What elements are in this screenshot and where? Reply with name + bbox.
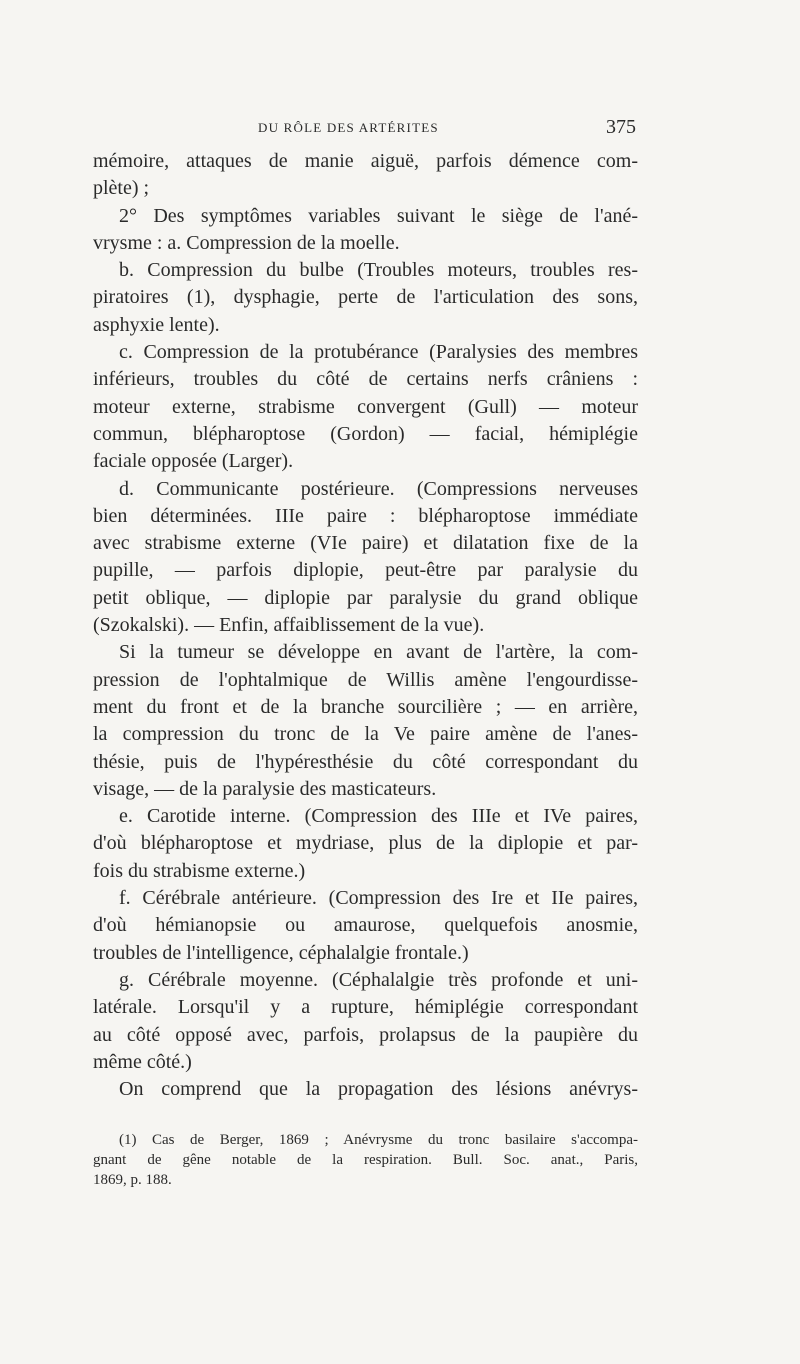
text-line: piratoires (1), dysphagie, perte de l'articulation des sons, — [93, 286, 638, 309]
text-line: plète) ; — [93, 177, 150, 200]
text-line: avec strabisme externe (VIe paire) et dilatation fixe de la — [93, 532, 638, 555]
text-line: inférieurs, troubles du côté de certains nerfs crâniens : — [93, 368, 638, 391]
footnote-line: (1) Cas de Berger, 1869 ; Anévrysme du tronc basilaire s'accompa- — [119, 1132, 638, 1148]
text-line: au côté opposé avec, parfois, prolapsus de la paupière du — [93, 1023, 638, 1046]
page-number: 375 — [606, 116, 636, 138]
text-line: fois du strabisme externe.) — [93, 859, 306, 882]
text-line: thésie, puis de l'hypéresthésie du côté correspondant du — [93, 750, 638, 773]
text-line: faciale opposée (Larger). — [93, 450, 294, 473]
text-line: troubles de l'intelligence, céphalalgie frontale.) — [93, 941, 469, 964]
running-title: DU RÔLE DES ARTÉRITES — [258, 120, 439, 135]
text-line: On comprend que la propagation des lésions anévrys- — [119, 1078, 638, 1101]
text-line: ment du front et de la branche sourcilière ; — en arrière, — [93, 695, 638, 718]
footnotes — [93, 1130, 638, 1190]
text-line: d. Communicante postérieure. (Compressions nerveuses — [119, 477, 638, 500]
text-line: c. Compression de la protubérance (Paralysies des membres — [119, 341, 638, 364]
text-line: d'où hémianopsie ou amaurose, quelquefois anosmie, — [93, 914, 638, 937]
text-line: mémoire, attaques de manie aiguë, parfois démence com- — [93, 150, 638, 172]
footnote-line: 1869, p. 188. — [93, 1172, 172, 1188]
text-line: même côté.) — [93, 1050, 192, 1073]
text-line: (Szokalski). — Enfin, affaiblissement de la vue). — [93, 614, 485, 637]
body-text — [93, 148, 638, 1103]
text-line: e. Carotide interne. (Compression des IIIe et IVe paires, — [119, 805, 638, 828]
page-header — [0, 116, 800, 140]
text-line: la compression du tronc de la Ve paire amène de l'anes- — [93, 723, 638, 746]
text-line: b. Compression du bulbe (Troubles moteurs, troubles res- — [119, 259, 638, 282]
text-line: d'où blépharoptose et mydriase, plus de la diplopie et par- — [93, 832, 638, 855]
text-line: f. Cérébrale antérieure. (Compression des Ire et IIe paires, — [119, 887, 638, 910]
text-line: 2° Des symptômes variables suivant le siège de l'ané- — [119, 204, 638, 227]
footnote-line: gnant de gêne notable de la respiration. Bull. Soc. anat., Paris, — [93, 1152, 638, 1168]
text-line: petit oblique, — diplopie par paralysie du grand oblique — [93, 586, 638, 609]
text-line: moteur externe, strabisme convergent (Gull) — moteur — [93, 395, 638, 418]
text-line: asphyxie lente). — [93, 313, 220, 336]
text-line: latérale. Lorsqu'il y a rupture, hémiplégie correspondant — [93, 996, 638, 1019]
text-line: vrysme : a. Compression de la moelle. — [93, 231, 400, 254]
text-line: Si la tumeur se développe en avant de l'artère, la com- — [119, 641, 638, 664]
text-line: bien déterminées. IIIe paire : blépharoptose immédiate — [93, 504, 638, 527]
text-line: pression de l'ophtalmique de Willis amène l'engourdisse- — [93, 668, 638, 691]
text-line: visage, — de la paralysie des masticateurs. — [93, 777, 437, 800]
text-line: g. Cérébrale moyenne. (Céphalalgie très profonde et uni- — [119, 968, 638, 991]
text-line: commun, blépharoptose (Gordon) — facial, hémiplégie — [93, 422, 638, 445]
text-line: pupille, — parfois diplopie, peut-être par paralysie du — [93, 559, 638, 582]
